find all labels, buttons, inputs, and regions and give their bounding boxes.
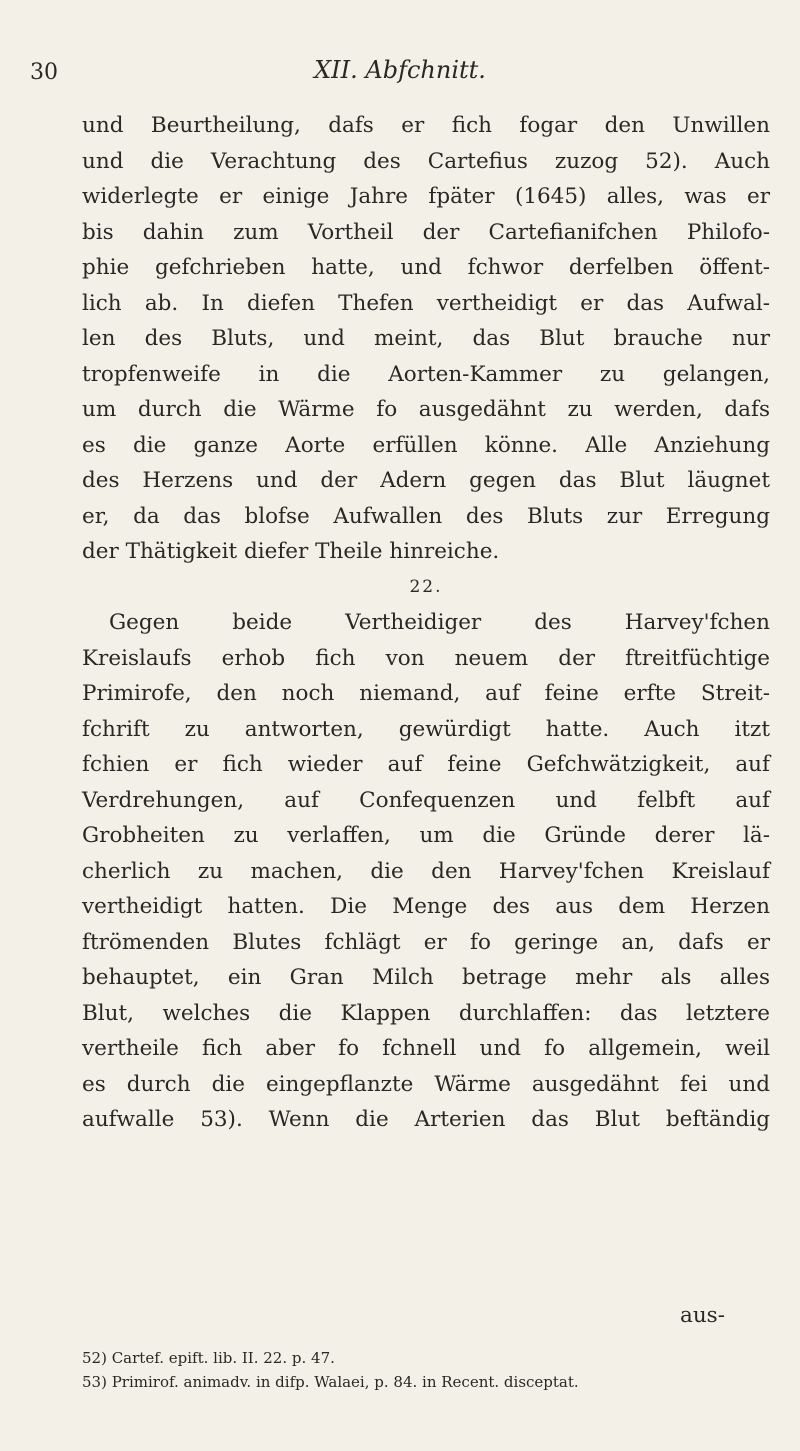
- text-line: lich ab. In diefen Thefen vertheidigt er das Aufwal-: [82, 290, 770, 316]
- text-line: er, da das blofse Aufwallen des Bluts zur Erregung: [82, 503, 770, 529]
- text-line: um durch die Wärme fo ausgedähnt zu werden, dafs: [82, 397, 770, 422]
- text-line: phie gefchrieben hatte, und fchwor derfelben öffent-: [82, 255, 770, 280]
- text-line: tropfenweife in die Aorten-Kammer zu gelangen,: [82, 361, 770, 387]
- page-number: 30: [30, 60, 58, 85]
- text-line: widerlegte er einige Jahre fpäter (1645) alles, was er: [82, 184, 770, 209]
- footnotes: [82, 1346, 770, 1394]
- text-line: ftrömenden Blutes fchlägt er fo geringe an, dafs er: [82, 929, 770, 955]
- text-line: len des Bluts, und meint, das Blut brauche nur: [82, 326, 770, 351]
- text-line: Verdrehungen, auf Confequenzen und felbft auf: [82, 787, 770, 813]
- text-line: vertheile fich aber fo fchnell und fo allgemein, weil: [82, 1036, 770, 1061]
- footnote: 52) Cartef. epift. lib. II. 22. p. 47.: [82, 1349, 335, 1367]
- section-title: XII. Abfchnitt.: [314, 56, 486, 84]
- body-text: [82, 108, 770, 1138]
- text-line: Kreislaufs erhob fich von neuem der ftreitfüchtige: [82, 645, 770, 671]
- paragraph-end-line: der Thätigkeit diefer Theile hinreiche.: [82, 539, 500, 564]
- text-line: Grobheiten zu verlaffen, um die Gründe derer lä-: [82, 823, 770, 848]
- page-header: [30, 52, 770, 92]
- text-line: aufwalle 53). Wenn die Arterien das Blut beftändig: [82, 1107, 770, 1132]
- catchword: aus-: [680, 1303, 725, 1328]
- text-line: fchrift zu antworten, gewürdigt hatte. Auch itzt: [82, 716, 770, 742]
- text-line: es durch die eingepflanzte Wärme ausgedähnt fei und: [82, 1071, 770, 1097]
- paragraph-start-line: Gegen beide Vertheidiger des Harvey'fchen: [109, 610, 770, 635]
- text-line: Primirofe, den noch niemand, auf feine erfte Streit-: [82, 681, 770, 706]
- text-line: behauptet, ein Gran Milch betrage mehr als alles: [82, 965, 770, 990]
- text-line: und die Verachtung des Cartefius zuzog 52). Auch: [82, 148, 770, 174]
- text-line: es die ganze Aorte erfüllen könne. Alle Anziehung: [82, 432, 770, 458]
- text-line: bis dahin zum Vortheil der Cartefianifchen Philofo-: [82, 219, 770, 245]
- text-line: fchien er fich wieder auf feine Gefchwätzigkeit, auf: [82, 752, 770, 777]
- text-line: und Beurtheilung, dafs er fich fogar den Unwillen: [82, 113, 770, 138]
- footnote: 53) Primirof. animadv. in difp. Walaei, p. 84. in Recent. disceptat.: [82, 1373, 579, 1391]
- text-line: des Herzens und der Adern gegen das Blut läugnet: [82, 468, 770, 493]
- text-line: Blut, welches die Klappen durchlaffen: das letztere: [82, 1000, 770, 1026]
- section-number: 22.: [409, 576, 443, 597]
- text-line: cherlich zu machen, die den Harvey'fchen Kreislauf: [82, 858, 770, 884]
- text-line: vertheidigt hatten. Die Menge des aus dem Herzen: [82, 894, 770, 919]
